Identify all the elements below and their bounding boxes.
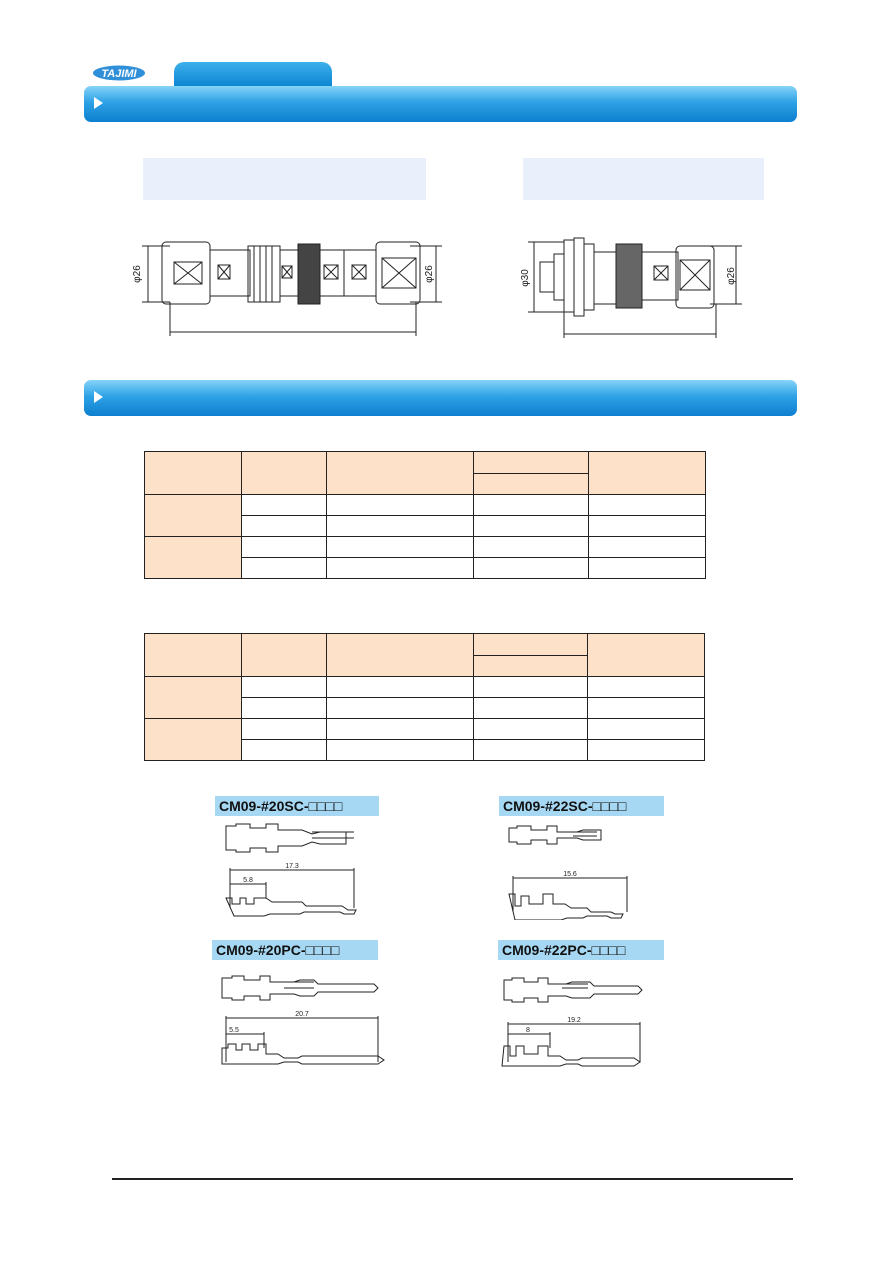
header-cell	[327, 452, 474, 495]
logo-text: TAJIMI	[101, 68, 137, 80]
contact-label-20sc: CM09-#20SC-□□□□	[215, 796, 379, 816]
dim-label-right: φ26	[424, 265, 435, 283]
header-tab	[174, 62, 332, 86]
header-cell	[474, 634, 588, 656]
header-cell	[327, 634, 474, 677]
dim-label-body: φ26	[726, 267, 737, 285]
dim-total-22sc: 15.6	[563, 871, 577, 878]
play-arrow-icon	[94, 97, 103, 109]
label-box-left	[143, 158, 426, 200]
dim-label-left: φ26	[132, 265, 143, 283]
contact-drawing-20sc	[222, 820, 362, 920]
header-cell	[242, 634, 327, 677]
contact-label-22sc: CM09-#22SC-□□□□	[499, 796, 664, 816]
section-bar-specifications	[84, 380, 797, 416]
section-bar-dimensions	[84, 86, 797, 122]
contact-drawing-22sc	[505, 820, 635, 920]
company-logo	[92, 65, 146, 81]
header-cell	[242, 452, 327, 495]
row-header-cell	[145, 719, 242, 761]
contact-label-22pc: CM09-#22PC-□□□□	[498, 940, 664, 960]
header-cell	[474, 473, 589, 495]
table-row	[145, 495, 706, 516]
header-cell	[474, 655, 588, 677]
header-cell	[589, 452, 706, 495]
dim-total-22pc: 19.2	[567, 1017, 581, 1024]
contact-drawing-20pc	[218, 968, 388, 1068]
contact-drawing-22pc	[500, 968, 650, 1068]
dim-label-flange: φ30	[520, 269, 531, 287]
row-header-cell	[145, 495, 242, 537]
header-cell	[145, 634, 242, 677]
header-cell	[588, 634, 705, 677]
label-box-right	[523, 158, 764, 200]
panel-connector-drawing	[520, 234, 750, 342]
dim-small-22pc: 8	[526, 1027, 530, 1034]
footer-rule	[112, 1178, 793, 1180]
table-row	[145, 537, 706, 558]
row-header-cell	[145, 537, 242, 579]
dim-small-20sc: 5.8	[243, 877, 253, 884]
dim-total-20pc: 20.7	[295, 1011, 309, 1018]
play-arrow-icon	[94, 391, 103, 403]
dim-small-20pc: 5.5	[229, 1027, 239, 1034]
table-row	[145, 677, 705, 698]
cable-connector-drawing	[130, 236, 450, 342]
header-cell	[474, 452, 589, 474]
spec-table-2	[144, 633, 705, 761]
header-cell	[145, 452, 242, 495]
table-row	[145, 719, 705, 740]
row-header-cell	[145, 677, 242, 719]
contact-label-20pc: CM09-#20PC-□□□□	[212, 940, 378, 960]
spec-table-1	[144, 451, 706, 579]
dim-total-20sc: 17.3	[285, 863, 299, 870]
